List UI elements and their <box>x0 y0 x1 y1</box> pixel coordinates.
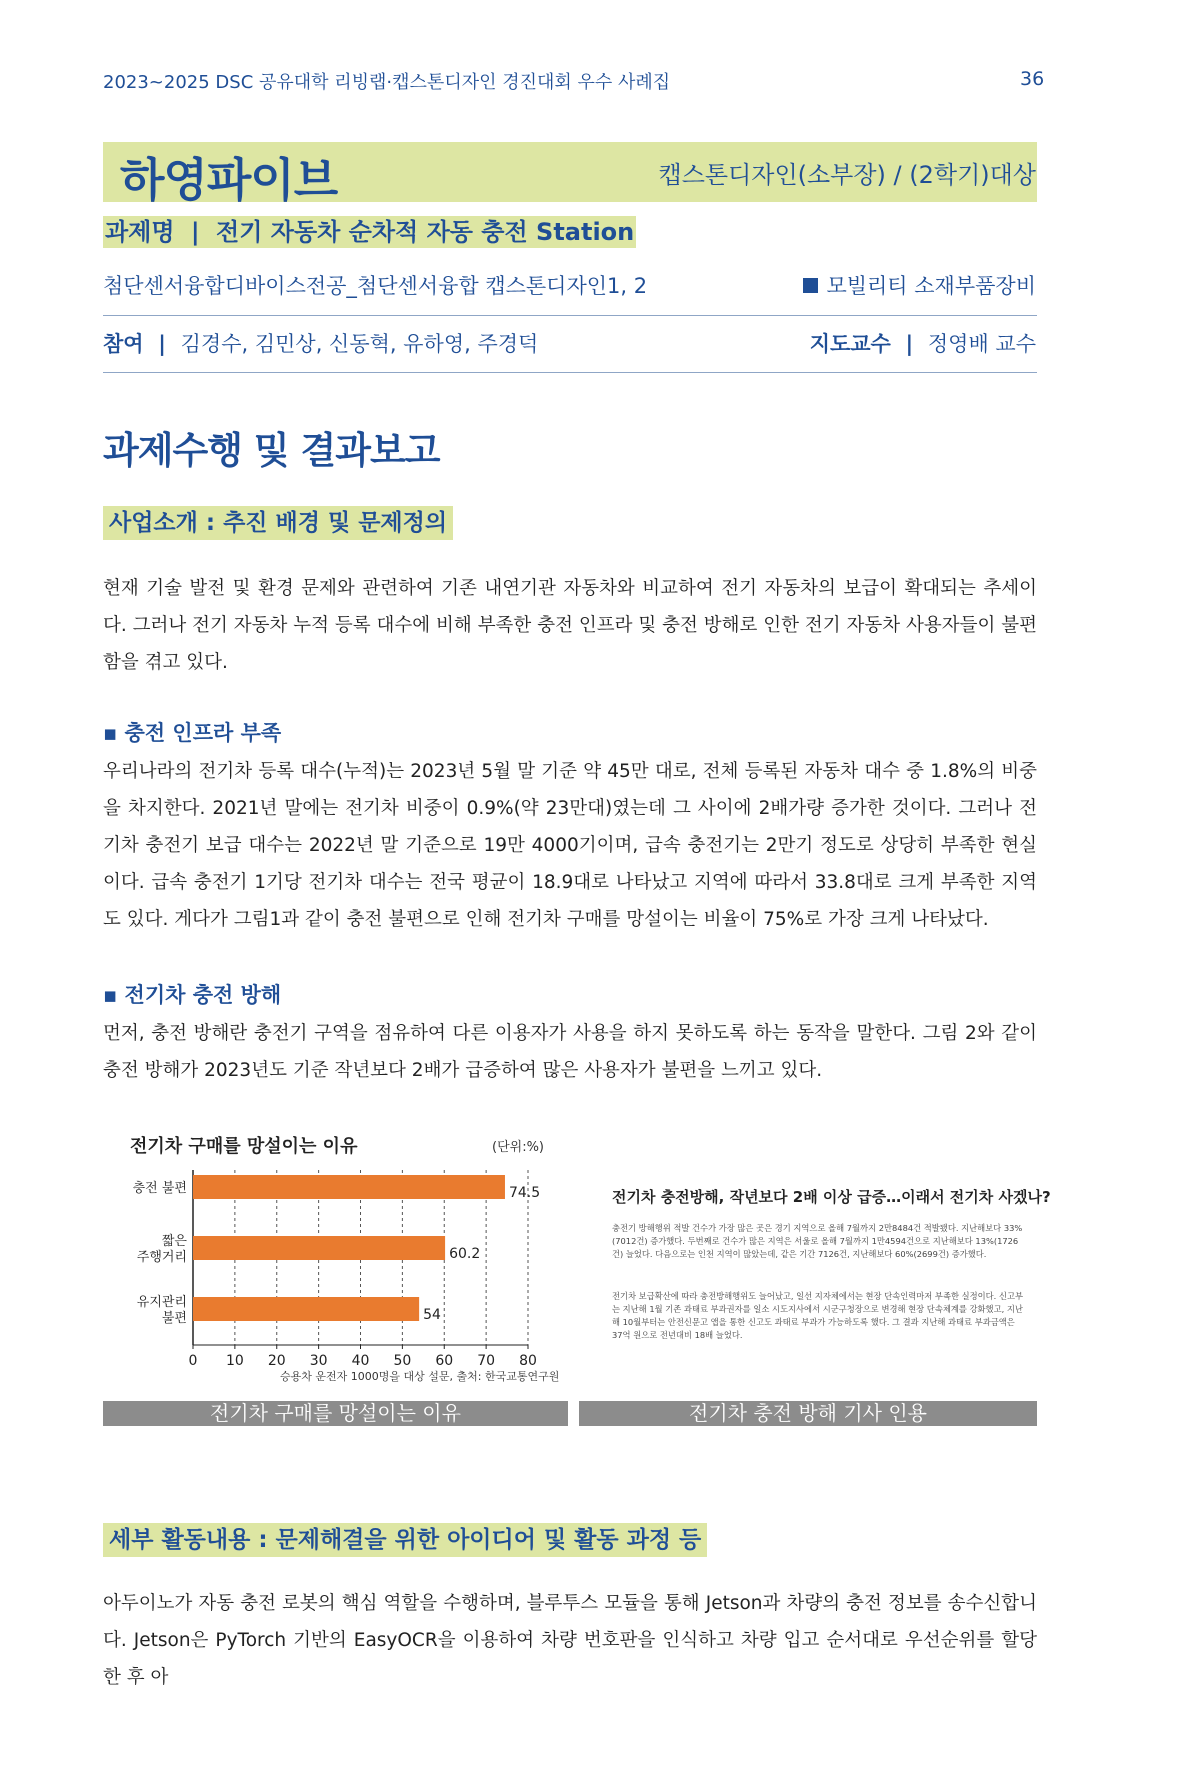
sub-heading-obstruction: ▪ 전기차 충전 방해 <box>103 983 282 1007</box>
news-paragraph-2: 전기차 보급확산에 따라 충전방해행위도 늘어났고, 일선 지자체에서는 현장 단속인력마저 부족한 실정이다. 신고부는 지난해 1월 기존 과태료 부과권자를 일소 시도지사에서 시군구청장으로 변경해 현장 단속체계를 강화했고, 지난해 10월부터는 안전신문고 앱을 통한 신고도 과태료 부과가 가능하도록 했다. 그 결과 지난해 과태료 부과금액은 37억 원으로 전년대비 18배 늘었다. <box>612 1291 1023 1340</box>
bar <box>193 1175 505 1199</box>
divider <box>103 315 1037 316</box>
figure-caption-1: 전기차 구매를 망설이는 이유 <box>103 1401 568 1426</box>
running-header: 2023~2025 DSC 공유대학 리빙랩·캡스톤디자인 경진대회 우수 사례집 <box>103 72 671 93</box>
chart-title: 전기차 구매를 망설이는 이유 <box>130 1136 358 1157</box>
bar-value-label: 60.2 <box>449 1246 481 1262</box>
page-number: 36 <box>1020 68 1045 90</box>
category-label: 모빌리티 소재부품장비 <box>826 274 1036 298</box>
divider <box>103 372 1037 373</box>
figure-caption-2: 전기차 충전 방해 기사 인용 <box>579 1401 1037 1426</box>
project-separator: | <box>190 218 200 246</box>
x-tick-label: 60 <box>435 1353 454 1365</box>
category-label-line: 유지관리 <box>136 1295 187 1310</box>
award-label: 캡스톤디자인(소부장) / (2학기)대상 <box>658 161 1036 189</box>
category <box>803 270 1036 300</box>
infra-paragraph: 우리나라의 전기차 등록 대수(누적)는 2023년 5월 말 기준 약 45만 대로, 전체 등록된 자동차 대수 중 1.8%의 비중을 차지한다. 2021년 말에는 전기차 비중이 0.9%(약 23만대)였는데 그 사이에 2배가량 증가한 것이다. 그러나 전기차 충전기 보급 대수는 2022년 말 기준으로 19만 4000기이며, 급속 충전기는 2만기 정도로 상당히 부족한 현실이다. 급속 충전기 1기당 전기차 대수는 전국 평균이 18.9대로 나타났고 지역에 따라서 33.8대로 크게 부족한 지역도 있다. 게다가 그림1과 같이 충전 불편으로 인해 전기차 구매를 망설이는 비율이 75%로 가장 크게 나타났다. <box>103 761 1037 930</box>
x-tick-label: 20 <box>267 1353 286 1365</box>
news-paragraph-1: 충전기 방해행위 적발 건수가 가장 많은 곳은 경기 지역으로 올해 7월까지 2만8484건 적발됐다. 지난해보다 33%(7012건) 증가했다. 두번째로 건수가 많은 지역은 서울로 올해 7월까지 1만4594건으로 지난해보다 13%(1726건) 늘었다. 다음으로는 인천 지역이 많았는데, 같은 기간 7126건, 지난해보다 60%(2699건) 증가했다. <box>612 1223 1023 1259</box>
bar <box>193 1297 419 1321</box>
intro-tag: 사업소개 : 추진 배경 및 문제정의 <box>103 506 453 540</box>
x-tick-label: 30 <box>309 1353 328 1365</box>
x-tick-label: 50 <box>393 1353 412 1365</box>
advisor-label: 지도교수 <box>809 332 891 356</box>
square-bullet-icon <box>803 278 818 293</box>
news-headline: 전기차 충전방해, 작년보다 2배 이상 급증…이래서 전기차 사겠나? <box>612 1188 1051 1206</box>
category-label <box>137 1233 188 1265</box>
detail-tag: 세부 활동내용 : 문제해결을 위한 아이디어 및 활동 과정 등 <box>103 1523 707 1557</box>
bar-value-label: 54 <box>423 1307 441 1323</box>
members <box>103 328 538 358</box>
chart-unit: (단위:%) <box>492 1140 544 1155</box>
bar <box>193 1236 445 1260</box>
x-tick-label: 0 <box>188 1353 198 1365</box>
advisor <box>810 328 1036 358</box>
intro-paragraph: 현재 기술 발전 및 환경 문제와 관련하여 기존 내연기관 자동차와 비교하여 전기 자동차의 보급이 확대되는 추세이다. 그러나 전기 자동차 누적 등록 대수에 비해 부족한 충전 인프라 및 충전 방해로 인한 전기 자동차 사용자들이 불편함을 겪고 있다. <box>103 578 1037 673</box>
category-label-line: 주행거리 <box>136 1250 187 1265</box>
advisor-name: 정영배 교수 <box>927 332 1036 356</box>
x-tick-label: 10 <box>225 1353 244 1365</box>
category-label-line: 짧은 <box>161 1234 187 1249</box>
members-label: 참여 <box>103 332 144 356</box>
members-separator: | <box>158 332 166 356</box>
category-label-line: 불편 <box>161 1311 187 1326</box>
sub-heading-infra: ▪ 충전 인프라 부족 <box>103 721 282 745</box>
detail-paragraph: 아두이노가 자동 충전 로봇의 핵심 역할을 수행하며, 블루투스 모듈을 통해 Jetson과 차량의 충전 정보를 송수신합니다. Jetson은 PyTorch 기반의 EasyOCR을 이용하여 차량 번호판을 인식하고 차량 입고 순서대로 우선순위를 할당한 후 아 <box>103 1593 1037 1688</box>
advisor-separator: | <box>905 332 914 356</box>
obstruction-paragraph: 먼저, 충전 방해란 충전기 구역을 점유하여 다른 이용자가 사용을 하지 못하도록 하는 동작을 말한다. 그림 2와 같이 충전 방해가 2023년도 기준 작년보다 2배가 급증하여 많은 사용자가 불편을 느끼고 있다. <box>103 1023 1037 1081</box>
team-name: 하영파이브 <box>120 153 338 207</box>
x-tick-label: 70 <box>477 1353 496 1365</box>
x-tick-label: 40 <box>351 1353 370 1365</box>
category-label-line: 충전 불편 <box>132 1181 187 1196</box>
section-title: 과제수행 및 결과보고 <box>103 429 440 472</box>
members-names: 김경수, 김민상, 신동혁, 유하영, 주경덕 <box>180 332 539 356</box>
project-title <box>103 216 636 248</box>
x-tick-label: 80 <box>519 1353 537 1365</box>
category-label <box>133 1180 187 1196</box>
department: 첨단센서융합디바이스전공_첨단센서융합 캡스톤디자인1, 2 <box>103 274 648 298</box>
project-name: 전기 자동차 순차적 자동 충전 Station <box>216 218 635 246</box>
bar-value-label: 74.5 <box>508 1185 541 1201</box>
category-label <box>137 1294 187 1326</box>
project-label: 과제명 <box>105 218 175 246</box>
bar-chart <box>103 1160 563 1365</box>
chart-source: 승용차 운전자 1000명을 대상 설문, 출처: 한국교통연구원 <box>280 1370 560 1383</box>
